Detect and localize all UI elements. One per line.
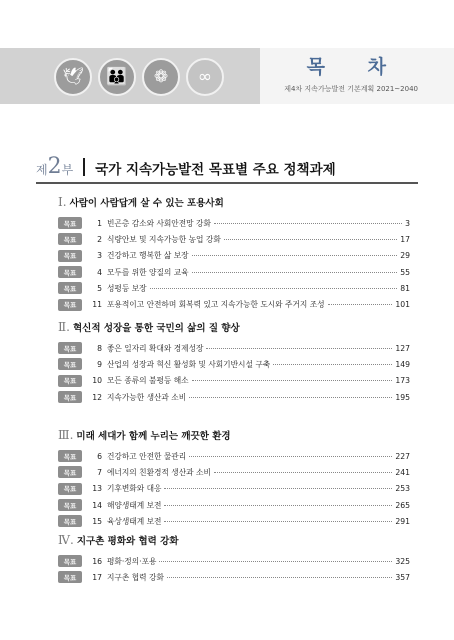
page-number: 17: [400, 234, 410, 244]
goal-badge: 목표: [58, 499, 82, 511]
goal-number: 4: [97, 267, 102, 277]
goal-badge: 목표: [58, 358, 82, 370]
goal-badge: 목표: [58, 233, 82, 245]
goal-number: 3: [97, 251, 102, 261]
entry-title: 기후변화와 대응: [107, 484, 162, 494]
goal-number: 7: [97, 467, 102, 477]
toc-entry[interactable]: [58, 356, 410, 372]
dot-leader: [189, 456, 392, 457]
goal-badge: 목표: [58, 483, 82, 495]
goal-number: 13: [92, 484, 102, 494]
infinity-icon: ∞: [186, 58, 224, 96]
section-number: Ⅲ.: [58, 428, 74, 442]
goal-number: 16: [92, 556, 102, 566]
goal-badge: 목표: [58, 571, 82, 583]
entry-title: 좋은 일자리 확대와 경제성장: [107, 343, 204, 353]
page-number: 241: [395, 467, 410, 477]
page-number: 253: [395, 484, 410, 494]
entry-title: 평화·정의·포용: [107, 556, 157, 566]
goal-badge: 목표: [58, 342, 82, 354]
page-number: 81: [400, 283, 410, 293]
dot-leader: [192, 255, 398, 256]
goal-badge: 목표: [58, 217, 82, 229]
dot-leader: [164, 505, 392, 506]
section-heading: [58, 195, 410, 215]
page-number: 265: [395, 500, 410, 510]
toc-entry[interactable]: [58, 448, 410, 464]
toc-section: [58, 428, 410, 529]
toc-entry[interactable]: [58, 231, 410, 247]
goal-badge: 목표: [58, 391, 82, 403]
toc-entry[interactable]: [58, 464, 410, 480]
dot-leader: [167, 577, 392, 578]
section-title: 지구촌 평화와 협력 강화: [76, 536, 179, 547]
part-divider: [83, 158, 85, 176]
section-heading: [58, 320, 410, 340]
dot-leader: [192, 380, 393, 381]
entry-title: 해양생태계 보전: [107, 500, 162, 510]
part-suffix: 부: [61, 163, 74, 177]
goal-badge: 목표: [58, 250, 82, 262]
toc-entry[interactable]: [58, 248, 410, 264]
page-number: 227: [395, 451, 410, 461]
section-number: Ⅱ.: [58, 320, 70, 334]
entry-title: 식량안보 및 지속가능한 농업 강화: [107, 234, 221, 244]
toc-entry[interactable]: [58, 569, 410, 585]
part-title: 국가 지속가능발전 목표별 주요 정책과제: [95, 162, 336, 178]
dot-leader: [192, 272, 398, 273]
part-underline: [36, 182, 418, 184]
goal-badge: 목표: [58, 299, 82, 311]
page-title: 목 차: [306, 56, 404, 78]
entry-title: 지구촌 협력 강화: [107, 572, 164, 582]
goal-badge: 목표: [58, 450, 82, 462]
toc-section: [58, 533, 410, 586]
dot-leader: [224, 239, 397, 240]
goal-number: 15: [92, 516, 102, 526]
section-heading: [58, 428, 410, 448]
goal-number: 9: [97, 359, 102, 369]
toc-section: [58, 195, 410, 313]
goal-number: 8: [97, 343, 102, 353]
goal-number: 5: [97, 283, 102, 293]
goal-number: 10: [92, 376, 102, 386]
toc-entry[interactable]: [58, 280, 410, 296]
toc-entry[interactable]: [58, 389, 410, 405]
dots-cluster-icon: ❁: [142, 58, 180, 96]
page-number: 127: [395, 343, 410, 353]
entry-title: 건강하고 안전한 물관리: [107, 451, 187, 461]
section-title: 사람이 사람답게 살 수 있는 포용사회: [69, 198, 224, 209]
entry-title: 모두를 위한 양질의 교육: [107, 267, 189, 277]
toc-entry[interactable]: [58, 497, 410, 513]
dot-leader: [150, 288, 398, 289]
entry-title: 에너지의 친환경적 생산과 소비: [107, 467, 211, 477]
goal-number: 17: [92, 572, 102, 582]
section-number: Ⅰ.: [58, 195, 67, 209]
dot-leader: [214, 472, 392, 473]
sdg-icon-row: [54, 58, 224, 98]
section-title: 혁신적 성장을 통한 국민의 삶의 질 향상: [72, 323, 240, 334]
goal-badge: 목표: [58, 266, 82, 278]
toc-entry[interactable]: [58, 373, 410, 389]
toc-entry[interactable]: [58, 553, 410, 569]
page-number: 195: [395, 392, 410, 402]
entry-title: 성평등 보장: [107, 283, 147, 293]
goal-number: 6: [97, 451, 102, 461]
section-heading: [58, 533, 410, 553]
goal-badge: 목표: [58, 282, 82, 294]
page-number: 29: [400, 251, 410, 261]
toc-entry[interactable]: [58, 340, 410, 356]
page-number: 291: [395, 516, 410, 526]
entry-title: 지속가능한 생산과 소비: [107, 392, 187, 402]
section-number: Ⅳ.: [58, 533, 74, 547]
toc-entry[interactable]: [58, 481, 410, 497]
goal-number: 1: [97, 218, 102, 228]
page-number: 101: [395, 300, 410, 310]
dot-leader: [328, 304, 393, 305]
dot-leader: [164, 521, 392, 522]
page-header: [0, 0, 454, 118]
dove-icon: 🕊: [54, 58, 92, 96]
toc-section: [58, 320, 410, 405]
goal-number: 12: [92, 392, 102, 402]
page-number: 3: [405, 218, 410, 228]
page-number: 325: [395, 556, 410, 566]
toc-entry[interactable]: [58, 264, 410, 280]
part-heading: [36, 140, 418, 182]
entry-title: 산업의 성장과 혁신 활성화 및 사회기반시설 구축: [107, 359, 271, 369]
people-icon: 👪: [98, 58, 136, 96]
dot-leader: [189, 397, 392, 398]
goal-number: 14: [92, 500, 102, 510]
part-number: 2: [47, 154, 62, 179]
dot-leader: [159, 561, 392, 562]
entry-title: 건강하고 행복한 삶 보장: [107, 251, 189, 261]
dot-leader: [164, 488, 392, 489]
goal-badge: 목표: [58, 466, 82, 478]
part-prefix: 제: [36, 163, 48, 177]
dot-leader: [273, 364, 392, 365]
page-number: 173: [395, 376, 410, 386]
entry-title: 포용적이고 안전하며 회복력 있고 지속가능한 도시와 주거지 조성: [107, 300, 325, 310]
entry-title: 빈곤층 감소와 사회안전망 강화: [107, 218, 211, 228]
dot-leader: [206, 348, 392, 349]
page-subtitle: 제4차 지속가능발전 기본계획 2021~2040: [284, 85, 418, 93]
toc-entry[interactable]: [58, 513, 410, 529]
goal-badge: 목표: [58, 375, 82, 387]
goal-number: 11: [92, 300, 102, 310]
entry-title: 육상생태계 보전: [107, 516, 162, 526]
goal-badge: 목표: [58, 555, 82, 567]
page-number: 357: [395, 572, 410, 582]
entry-title: 모든 종류의 불평등 해소: [107, 376, 189, 386]
section-title: 미래 세대가 함께 누리는 깨끗한 환경: [76, 431, 231, 442]
dot-leader: [214, 223, 402, 224]
page-number: 149: [395, 359, 410, 369]
goal-number: 2: [97, 234, 102, 244]
toc-entry[interactable]: [58, 215, 410, 231]
toc-entry[interactable]: [58, 296, 410, 312]
goal-badge: 목표: [58, 515, 82, 527]
page-number: 55: [400, 267, 410, 277]
